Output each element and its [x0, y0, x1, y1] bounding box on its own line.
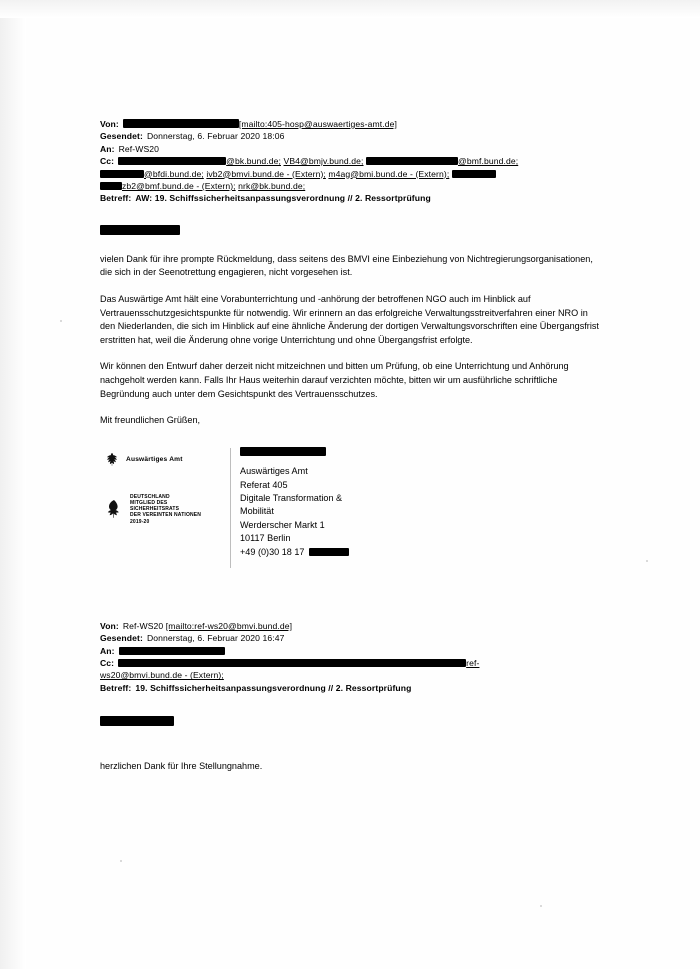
- cc-part[interactable]: VB4@bmjv.bund.de;: [283, 156, 364, 167]
- signature-line: Mobilität: [240, 506, 274, 517]
- email-body-1: [100, 253, 600, 428]
- un-line: MITGLIED DES: [130, 499, 168, 506]
- cc-part[interactable]: @bk.bund.de;: [226, 156, 281, 167]
- from-mailto[interactable]: [mailto:405-hosp@auswaertiges-amt.de]: [238, 119, 397, 129]
- signature-line: 10117 Berlin: [240, 533, 291, 544]
- cc-part[interactable]: @bmf.bund.de;: [458, 156, 519, 167]
- cc-part[interactable]: @bfdi.bund.de;: [144, 168, 204, 179]
- subject-value: AW: 19. Schiffssicherheitsanpassungsverordnung // 2. Ressortprüfung: [135, 193, 431, 204]
- header-row-cc-cont-1: [100, 168, 600, 180]
- greeting: Mit freundlichen Grüßen,: [100, 415, 201, 426]
- redaction-bar: [118, 659, 466, 667]
- redaction-bar: [119, 647, 225, 655]
- cc-value-line-1: [118, 155, 600, 167]
- redaction-bar: [240, 447, 326, 456]
- header-row-from: [100, 620, 600, 632]
- from-name: Ref-WS20: [122, 620, 164, 631]
- signature-line: Referat 405: [240, 479, 288, 490]
- redaction-bar: [100, 182, 122, 190]
- sent-value: Donnerstag, 6. Februar 2020 18:06: [146, 131, 285, 142]
- signature-phone: +49 (0)30 18 17: [240, 546, 305, 557]
- signature-details: [240, 446, 349, 559]
- to-label: An:: [100, 143, 115, 154]
- header-row-subject: [100, 682, 600, 694]
- cc-value-line-2: [100, 669, 600, 681]
- header-row-sent: [100, 130, 600, 142]
- from-value: [123, 118, 600, 130]
- laurel-leaf-icon: [104, 498, 124, 520]
- redaction-bar: [118, 157, 226, 165]
- un-logo-text: [130, 494, 201, 525]
- sent-label: Gesendet:: [100, 633, 143, 644]
- to-value: [119, 645, 600, 657]
- email-body-2: herzlichen Dank für Ihre Stellungnahme.: [100, 761, 263, 772]
- header-row-to: [100, 143, 600, 155]
- cc-part[interactable]: nrk@bk.bund.de;: [238, 181, 306, 192]
- redaction-bar: [309, 548, 349, 556]
- cc-part[interactable]: ws20@bmvi.bund.de - (Extern);: [100, 670, 224, 681]
- sent-label: Gesendet:: [100, 131, 143, 142]
- subject-value: 19. Schiffssicherheitsanpassungsverordnung // 2. Ressortprüfung: [135, 682, 412, 693]
- signature-line: Digitale Transformation &: [240, 493, 343, 503]
- redacted-salutation: [100, 221, 600, 239]
- redaction-bar: [100, 716, 174, 726]
- subject-label: Betreff:: [100, 682, 132, 693]
- un-security-council-logo: [104, 494, 226, 525]
- scan-speck: [60, 320, 62, 322]
- email-header-1: [100, 118, 600, 205]
- paragraph: Wir können den Entwurf daher derzeit nicht mitzeichnen und bitten um Prüfung, ob eine Unterrichtung und Anhörung nachgeholt werden kann. Falls Ihr Haus weiterhin darauf verzichten möchte, bitten wir um ausführliche schriftliche Begründung auch unter dem Gesichtspunkt des Vertrauensschutzes.: [100, 361, 569, 399]
- to-value: Ref-WS20: [118, 143, 160, 154]
- signature-line: Auswärtiges Amt: [240, 466, 308, 477]
- from-mailto[interactable]: [mailto:ref-ws20@bmvi.bund.de]: [165, 620, 293, 631]
- from-label: Von:: [100, 620, 119, 631]
- header-row-subject: [100, 192, 600, 204]
- cc-part[interactable]: zb2@bmf.bund.de - (Extern);: [122, 181, 236, 192]
- paragraph: vielen Dank für ihre prompte Rückmeldung, dass seitens des BMVI eine Einbeziehung von Nichtregierungsorganisationen, die sich in der Seenotrettung engagieren, nicht vorgesehen ist.: [100, 253, 593, 278]
- scan-speck: [540, 905, 542, 907]
- scan-edge-left: [0, 0, 26, 969]
- paragraph: Das Auswärtige Amt hält eine Vorabunterrichtung und -anhörung der betroffenen NGO auch im Hinblick auf Vertrauensschutzgesichtspunkte für notwendig. Wir erinnern an das erfolgreiche Verwaltungsstreitverfahren einer NRO in den Niederlanden, die sich im Hinblick auf eine ähnliche Änderung der dortigen Verwaltungsvorschriften eine Übergangsfrist erstritten hat, weil die Änderung ohne vorige Unterrichtung und ohne Übergangsfrist erfolgte.: [100, 294, 599, 345]
- header-row-cc: [100, 657, 600, 669]
- cc-label: Cc:: [100, 658, 115, 668]
- cc-label: Cc:: [100, 156, 115, 167]
- signature-line: Werderscher Markt 1: [240, 519, 325, 530]
- header-row-from: [100, 118, 600, 130]
- redacted-salutation-2: [100, 712, 600, 730]
- scan-speck: [120, 860, 122, 862]
- redaction-bar: [123, 119, 239, 128]
- email-header-2: [100, 620, 600, 694]
- header-row-cc-cont: [100, 669, 600, 681]
- sent-value: Donnerstag, 6. Februar 2020 16:47: [146, 633, 285, 644]
- signature-divider: [230, 448, 231, 568]
- to-label: An:: [100, 645, 115, 656]
- subject-label: Betreff:: [100, 193, 132, 204]
- from-value: [123, 620, 600, 632]
- auswaertiges-amt-label: Auswärtiges Amt: [126, 456, 183, 464]
- signature-block: [100, 442, 600, 572]
- cc-part[interactable]: m4ag@bmi.bund.de - (Extern);: [328, 168, 450, 179]
- scan-edge-top: [0, 0, 700, 18]
- header-row-sent: [100, 632, 600, 644]
- header-row-cc-cont-2: [100, 180, 600, 192]
- cc-part[interactable]: ref-: [466, 658, 480, 668]
- un-line: DEUTSCHLAND: [130, 493, 170, 500]
- un-line: SICHERHEITSRATS: [130, 506, 180, 513]
- signature-logos: [104, 452, 226, 525]
- signature-phone-line: [240, 546, 349, 559]
- document-body: [100, 118, 600, 774]
- redaction-bar: [452, 170, 496, 178]
- redaction-bar: [100, 170, 144, 178]
- header-row-cc: [100, 155, 600, 167]
- cc-part[interactable]: ivb2@bmvi.bund.de - (Extern);: [206, 168, 326, 179]
- header-row-to: [100, 645, 600, 657]
- un-line: 2019-20: [130, 518, 150, 525]
- un-line: DER VEREINTEN NATIONEN: [130, 512, 201, 519]
- cc-value-line-3: [100, 180, 600, 192]
- signature-redacted-name: [240, 446, 349, 459]
- redaction-bar: [366, 157, 458, 165]
- cc-value-line-2: [100, 168, 600, 180]
- redaction-bar: [100, 225, 180, 235]
- scan-speck: [646, 560, 648, 562]
- from-label: Von:: [100, 119, 119, 129]
- auswaertiges-amt-logo: [104, 452, 226, 468]
- cc-value-line-1: [118, 657, 600, 669]
- federal-eagle-icon: [104, 452, 120, 468]
